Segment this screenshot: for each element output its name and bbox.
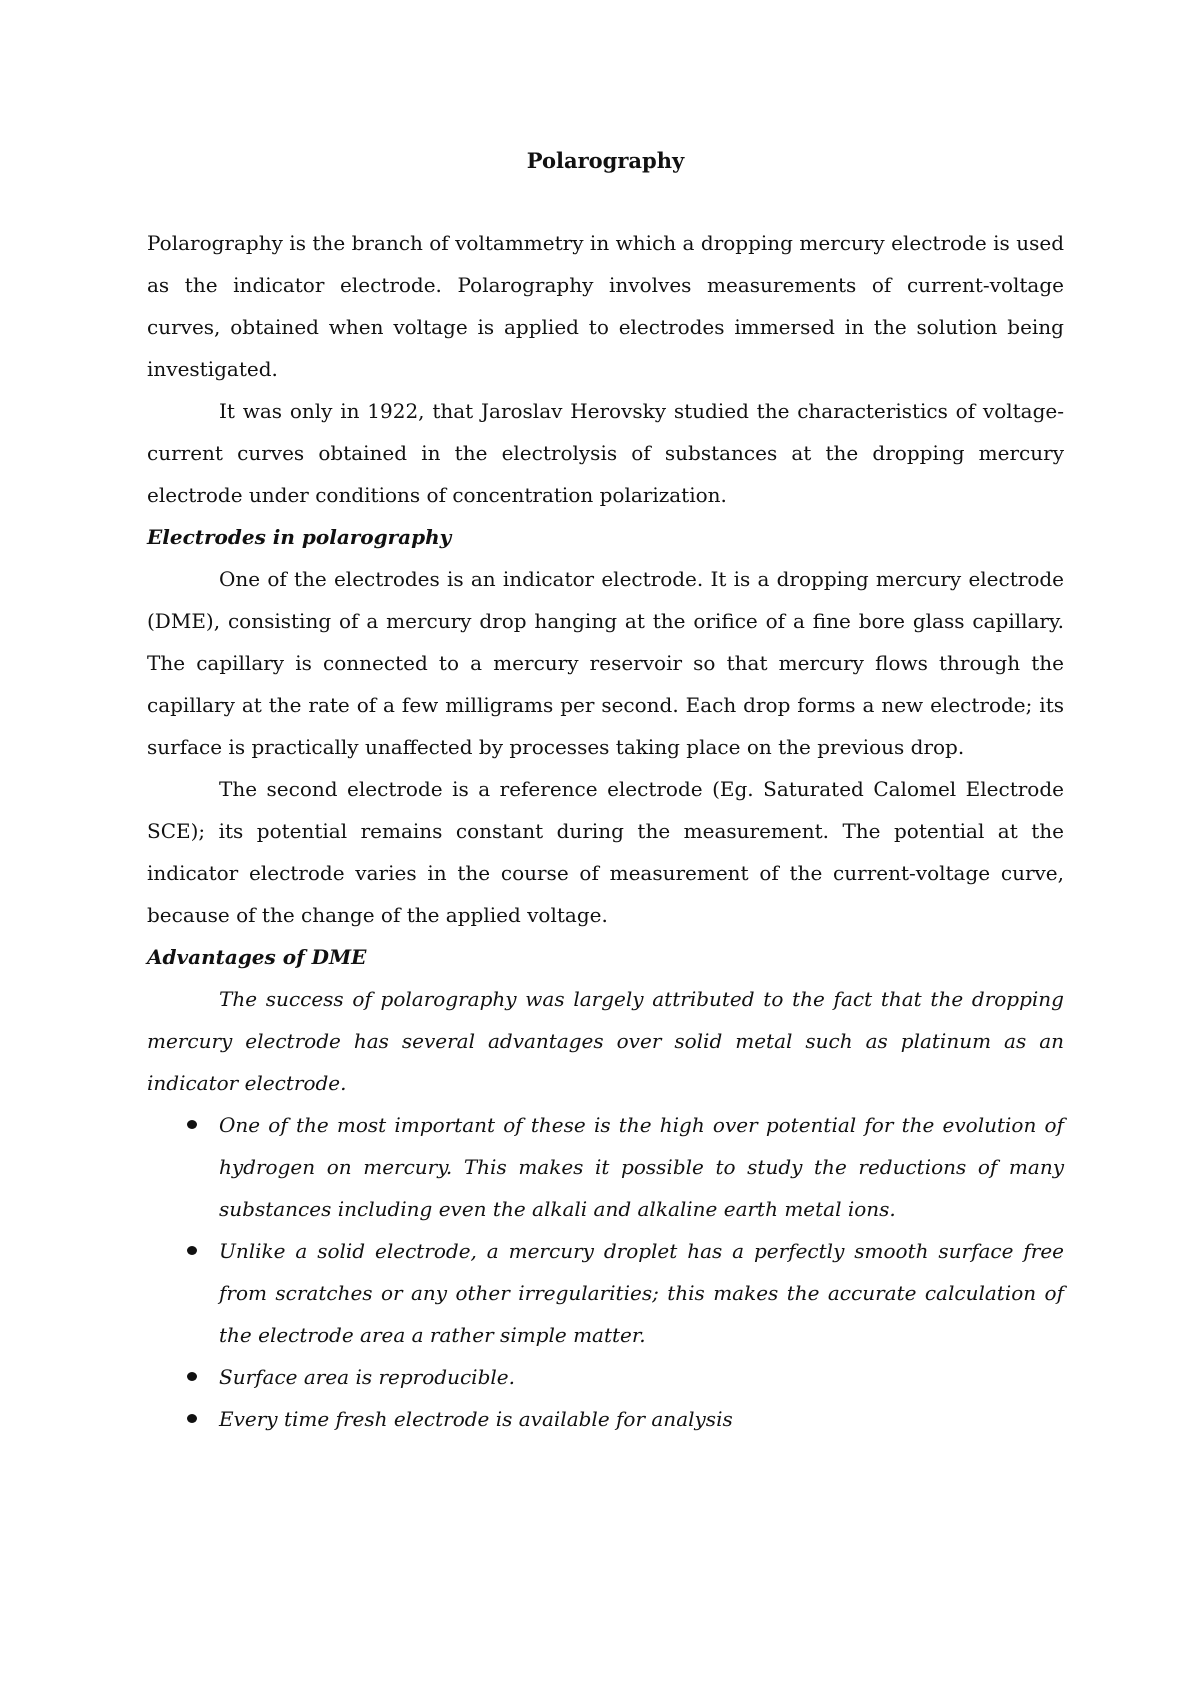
reference-electrode-paragraph: The second electrode is a reference electrode (Eg. Saturated Calomel Electrode SCE); its potential remains constant during the measurement. The potential at the indicator electrode varies in the course of measurement of the current-voltage curve, because of the change of the applied voltage. [147, 777, 1064, 927]
list-item [147, 1230, 1064, 1356]
document-content [147, 140, 1064, 1440]
list-item-text: One of the most important of these is the high over potential for the evolution of hydrogen on mercury. This makes it possible to study the reductions of many substances including even the alkali and alkaline earth metal ions. [219, 1113, 1064, 1221]
advantages-intro-paragraph: The success of polarography was largely attributed to the fact that the dropping mercury electrode has several advantages over solid metal such as platinum as an indicator electrode. [147, 987, 1064, 1095]
indicator-electrode-paragraph: One of the electrodes is an indicator electrode. It is a dropping mercury electrode (DME), consisting of a mercury drop hanging at the orifice of a fine bore glass capillary. The capillary is connected to a mercury reservoir so that mercury flows through the capillary at the rate of a few milligrams per second. Each drop forms a new electrode; its surface is practically unaffected by processes taking place on the previous drop. [147, 567, 1064, 759]
intro-paragraph: Polarography is the branch of voltammetry in which a dropping mercury electrode is used as the indicator electrode. Polarography involves measurements of current-voltage curves, obtained when voltage is applied to electrodes immersed in the solution being investigated. [147, 231, 1064, 381]
list-item-text: Surface area is reproducible. [219, 1365, 515, 1389]
page-title: Polarography [526, 148, 685, 173]
bullet-icon [187, 1246, 197, 1255]
list-item [147, 1398, 1064, 1440]
advantages-list [147, 1104, 1064, 1440]
bullet-icon [187, 1120, 197, 1129]
list-item [147, 1104, 1064, 1230]
history-paragraph: It was only in 1922, that Jaroslav Herovsky studied the characteristics of voltage-current curves obtained in the electrolysis of substances at the dropping mercury electrode under conditions of concentration polarization. [147, 399, 1064, 507]
section-heading-advantages: Advantages of DME [147, 945, 367, 969]
bullet-icon [187, 1372, 197, 1381]
list-item [147, 1356, 1064, 1398]
list-item-text: Every time fresh electrode is available for analysis [219, 1407, 733, 1431]
list-item-text: Unlike a solid electrode, a mercury droplet has a perfectly smooth surface free from scratches or any other irregularities; this makes the accurate calculation of the electrode area a rather simple matter. [219, 1239, 1064, 1347]
bullet-icon [187, 1414, 197, 1423]
section-heading-electrodes: Electrodes in polarography [147, 525, 452, 549]
